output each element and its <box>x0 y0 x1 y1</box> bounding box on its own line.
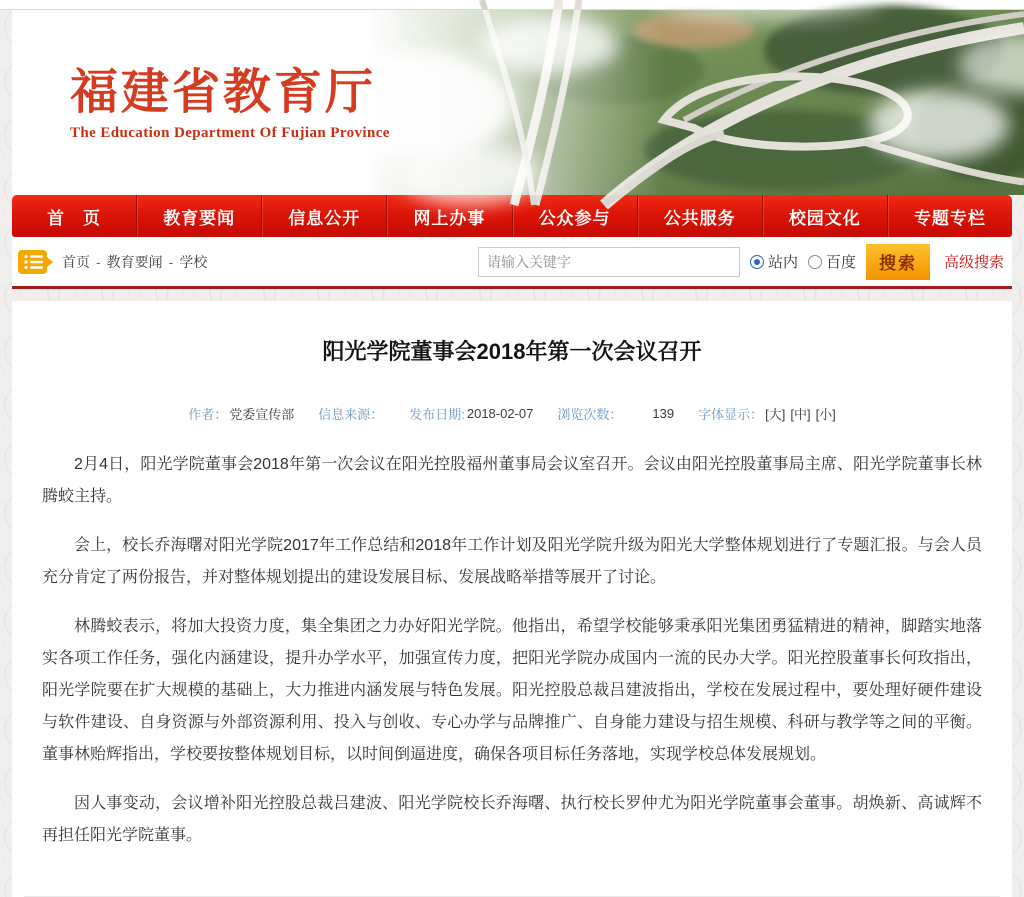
nav-item-news[interactable]: 教育要闻 <box>136 195 261 237</box>
article-paragraph: 2月4日，阳光学院董事会2018年第一次会议在阳光控股福州董事局会议室召开。会议由阳光控股董事局主席、阳光学院董事长林腾蛟主持。 <box>42 456 982 505</box>
article-body <box>12 423 1012 852</box>
search-button[interactable]: 搜索 <box>866 244 930 280</box>
pattern-gap <box>12 289 1012 301</box>
meta-font-label: 字体显示： <box>698 407 764 422</box>
site-logo-subtitle: The Education Department Of Fujian Province <box>70 125 390 142</box>
site-logo[interactable] <box>70 68 390 142</box>
article-meta <box>12 404 1012 423</box>
article-panel <box>12 301 1012 897</box>
meta-views-value: 139 <box>652 406 675 421</box>
meta-font-size <box>698 404 836 423</box>
search-scope-site-label: 站内 <box>767 254 798 271</box>
breadcrumb-home[interactable]: 首页 <box>62 253 90 270</box>
breadcrumb-separator: - <box>96 253 101 270</box>
font-size-options <box>765 404 836 423</box>
article-paragraph: 会上，校长乔海曙对阳光学院2017年工作总结和2018年工作计划及阳光学院升级为阳光大学整体规划进行了专题汇报。与会人员充分肯定了两份报告，并对整体规划提出的建设发展目标、发展战略举措等展开了讨论。 <box>42 537 982 586</box>
meta-source <box>318 404 385 423</box>
search-scope-baidu-label: 百度 <box>825 254 856 271</box>
search-input[interactable] <box>478 247 740 277</box>
page-container <box>12 10 1012 897</box>
font-size-medium[interactable]: [中] <box>790 407 811 422</box>
meta-source-label: 信息来源： <box>318 407 384 422</box>
meta-date-label: 发布日期: <box>409 407 465 422</box>
meta-author <box>188 404 294 423</box>
breadcrumb-separator: - <box>168 253 174 270</box>
meta-date <box>409 404 533 423</box>
site-logo-title: 福建省教育厅 <box>70 66 377 119</box>
meta-views-label: 浏览次数： <box>557 407 623 422</box>
font-size-small[interactable]: [小] <box>815 407 836 422</box>
nav-item-special[interactable]: 专题专栏 <box>887 195 1012 237</box>
nav-item-online[interactable]: 网上办事 <box>386 195 511 237</box>
breadcrumb-search-bar <box>12 237 1012 286</box>
nav-item-public[interactable]: 公众参与 <box>512 195 637 237</box>
breadcrumb-news[interactable]: 教育要闻 <box>106 253 163 270</box>
breadcrumb <box>62 252 207 272</box>
search-scope-site[interactable] <box>750 251 798 272</box>
advanced-search-link[interactable]: 高级搜索 <box>943 254 1004 271</box>
search-scope-baidu[interactable] <box>808 251 856 272</box>
nav-item-info[interactable]: 信息公开 <box>261 195 386 237</box>
radio-site-icon[interactable] <box>750 255 764 269</box>
site-header <box>12 10 1012 195</box>
meta-author-value: 党委宣传部 <box>229 407 295 422</box>
article-paragraph: 林腾蛟表示，将加大投资力度，集全集团之力办好阳光学院。他指出，希望学校能够秉承阳光集团勇猛精进的精神，脚踏实地落实各项工作任务，强化内涵建设，提升办学水平，加强宣传力度，把阳光学院办成国内一流的民办大学。阳光控股董事长何玫指出，阳光学院要在扩大规模的基础上，大力推进内涵发展与特色发展。阳光控股总裁吕建波指出，学校在发展过程中，要处理好硬件建设与软件建设、自身资源与外部资源利用、投入与创收、专心办学与品牌推广、自身能力建设与招生规模、科研与教学等之间的平衡。董事林贻辉指出，学校要按整体规划目标，以时间倒逼进度，确保各项目标任务落地，实现学校总体发展规划。 <box>42 618 982 763</box>
meta-views <box>557 404 674 423</box>
meta-author-label: 作者： <box>188 407 228 422</box>
radio-baidu-icon[interactable] <box>808 255 822 269</box>
breadcrumb-list-icon <box>18 249 54 275</box>
font-size-large[interactable]: [大] <box>765 407 786 422</box>
nav-item-service[interactable]: 公共服务 <box>637 195 762 237</box>
meta-date-value: 2018-02-07 <box>466 406 534 421</box>
article-title: 阳光学院董事会2018年第一次会议召开 <box>322 339 702 364</box>
header-highway-photo <box>364 10 1024 195</box>
nav-item-home[interactable]: 首 页 <box>47 208 102 228</box>
nav-item-campus[interactable]: 校园文化 <box>762 195 887 237</box>
article-paragraph: 因人事变动，会议增补阳光控股总裁吕建波、阳光学院校长乔海曙、执行校长罗仲尤为阳光学院董事会董事。胡焕新、高诚辉不再担任阳光学院董事。 <box>42 795 982 844</box>
search-zone <box>478 244 1004 280</box>
breadcrumb-school[interactable]: 学校 <box>179 253 208 270</box>
